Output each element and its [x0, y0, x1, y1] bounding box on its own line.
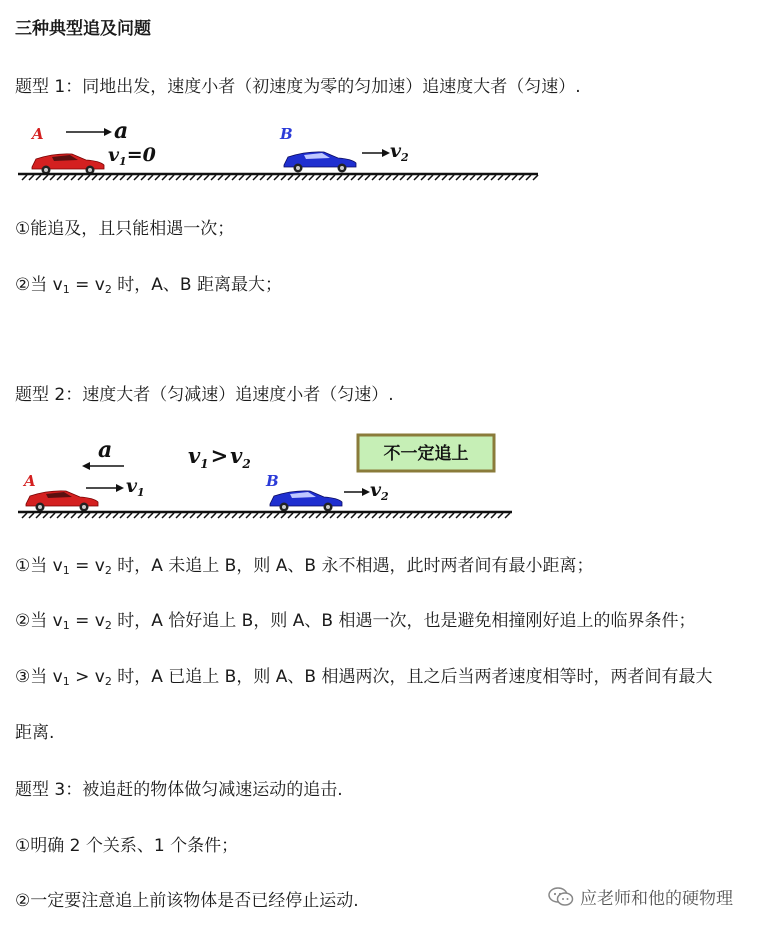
acceleration-arrow: [66, 128, 112, 136]
v2-arrow-2: [344, 488, 370, 496]
type3-item-2: ②一定要注意追上前该物体是否已经停止运动.: [15, 891, 359, 911]
label-a-2: A: [24, 472, 36, 490]
v1-arrow: [86, 484, 124, 492]
svg-text:不一定追上: 不一定追上: [383, 444, 469, 464]
type2-item-1: ①当 $v_1 = v_2$ 时，A 未追上 B，则 A、B 永不相遇，此时两者间有最小距离；: [15, 556, 594, 577]
v2-label-2: $v_2$: [370, 479, 389, 503]
type2-item-3: ③当 $v_1 > v_2$ 时，A 已追上 B，则 A、B 相遇两次，且之后当两者速度相等时，两者间有最大: [15, 667, 713, 688]
car-a-2: [26, 491, 98, 512]
label-b: B: [280, 125, 293, 143]
v2-arrow: [362, 149, 390, 157]
label-b-2: B: [266, 472, 279, 490]
deceleration-arrow: [82, 462, 124, 470]
car-b: [284, 152, 356, 173]
car-b-2: [270, 491, 342, 512]
watermark-text: 应老师和他的硬物理: [580, 889, 733, 909]
type2-item-2: ②当 $v_1 = v_2$ 时，A 恰好追上 B，则 A、B 相遇一次，也是避免相撞刚好追上的临界条件；: [15, 611, 696, 632]
type2-item-3-cont: 距离.: [15, 723, 55, 743]
car-a: [32, 154, 104, 175]
ground-2: [18, 512, 512, 518]
type3-item-1: ①明确 2 个关系、1 个条件；: [15, 836, 239, 856]
wechat-icon: [548, 886, 574, 908]
velocity-compare: $v_1>v_2$: [188, 443, 251, 471]
v1-label-2: $v_1$: [126, 475, 145, 499]
label-a: A: [32, 125, 44, 143]
type2-heading: 题型 2：速度大者（匀减速）追速度小者（匀速）.: [15, 385, 394, 405]
v1-label: $v_1=0$: [108, 144, 156, 168]
type3-heading: 题型 3：被追赶的物体做匀减速运动的追击.: [15, 780, 343, 800]
page-title: 三种典型追及问题: [15, 19, 151, 39]
type1-heading: 题型 1：同地出发，速度小者（初速度为零的匀加速）追速度大者（匀速）.: [15, 77, 581, 97]
accel-label-2: a: [98, 437, 113, 463]
v2-label: $v_2$: [390, 140, 409, 164]
callout-box: [358, 435, 494, 471]
accel-label: a: [114, 118, 129, 144]
figure-type2: [0, 430, 560, 522]
figure-type1: [0, 115, 560, 187]
watermark: [548, 884, 733, 909]
type1-item-2: ②当 $v_1 = v_2$ 时，A、B 距离最大；: [15, 275, 282, 296]
type1-item-1: ①能追及，且只能相遇一次；: [15, 219, 235, 239]
ground: [18, 174, 538, 180]
